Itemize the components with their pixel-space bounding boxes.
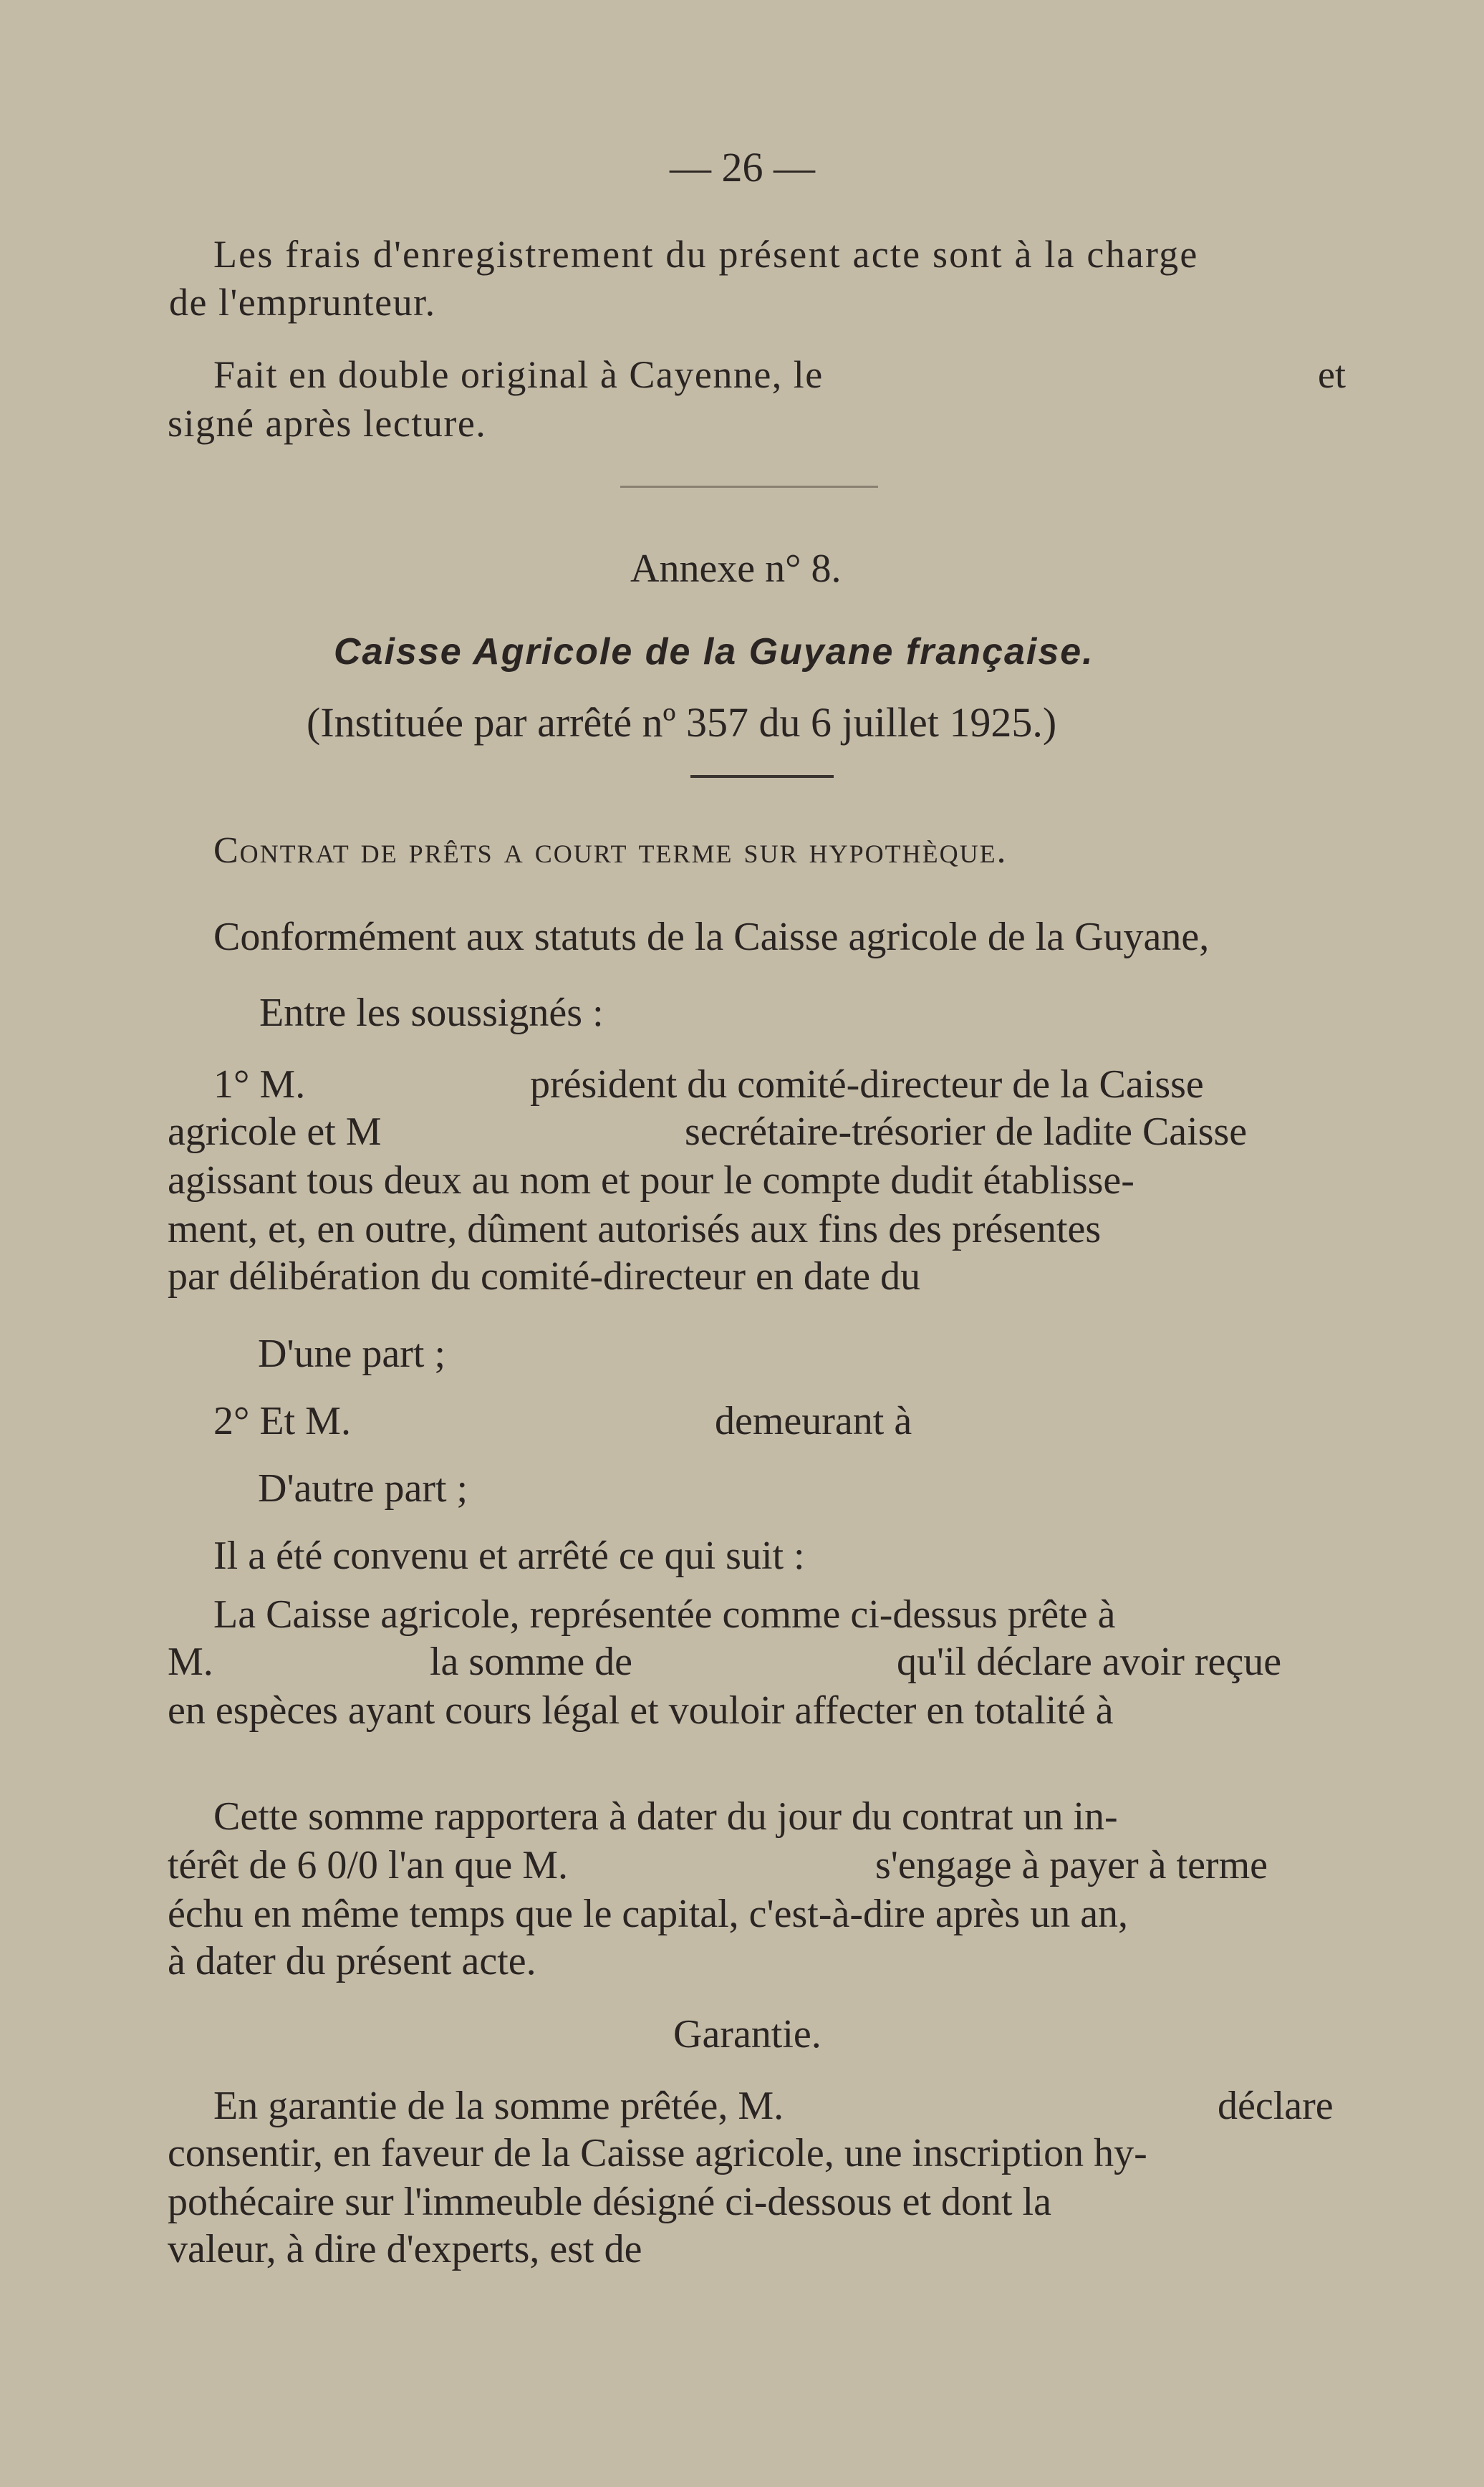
second-party-end: D'autre part ; (258, 1466, 468, 1511)
interest-line-3: échu en même temps que le capital, c'est-à-dire après un an, (168, 1892, 1129, 1936)
interest-line-2-b: s'engage à payer à terme (875, 1843, 1268, 1887)
interest-line-4: à dater du présent acte. (168, 1939, 536, 1983)
guarantee-line-3: pothécaire sur l'immeuble désigné ci-dessous et dont la (168, 2180, 1051, 2224)
title-rule (690, 775, 834, 778)
party-1-line-2-left: agricole et M (168, 1110, 382, 1154)
guarantee-heading: Garantie. (673, 2012, 822, 2057)
first-party-end: D'une part ; (258, 1332, 446, 1376)
guarantee-line-2: consentir, en faveur de la Caisse agricole, une inscription hy- (168, 2131, 1147, 2175)
party-1-line-2-right: secrétaire-trésorier de ladite Caisse (685, 1110, 1248, 1154)
separator-dashed (620, 486, 878, 488)
loan-line-2-c: qu'il déclare avoir reçue (897, 1640, 1282, 1684)
party-2-label: 2° Et M. (213, 1399, 351, 1443)
guarantee-line-1-a: En garantie de la somme prêtée, M. (213, 2084, 784, 2128)
loan-line-3: en espèces ayant cours légal et vouloir affecter en totalité à (168, 1688, 1114, 1733)
interest-line-2-a: térêt de 6 0/0 l'an que M. (168, 1843, 569, 1887)
contract-title: Contrat de prêts a court terme sur hypothèque. (213, 830, 1008, 871)
loan-line-1: La Caisse agricole, représentée comme ci-dessus prête à (213, 1592, 1116, 1637)
closing-line-4: signé après lecture. (168, 402, 487, 445)
loan-line-2-a: M. (168, 1640, 213, 1684)
agreement-intro: Il a été convenu et arrêté ce qui suit : (213, 1534, 805, 1578)
party-1-line-5: par délibération du comité-directeur en date du (168, 1254, 921, 1299)
guarantee-line-1-b: déclare (1218, 2084, 1334, 2128)
closing-line-3-right: et (1318, 353, 1346, 396)
party-2-residence: demeurant à (715, 1399, 912, 1443)
party-1-line-4: ment, et, en outre, dûment autorisés aux fins des présentes (168, 1207, 1102, 1251)
organization-title: Caisse Agricole de la Guyane française. (334, 631, 1094, 673)
closing-line-3-left: Fait en double original à Cayenne, le (213, 353, 824, 396)
party-1-role: président du comité-directeur de la Caisse (530, 1062, 1204, 1107)
annex-label: Annexe n° 8. (630, 547, 842, 591)
closing-line-2: de l'emprunteur. (169, 281, 436, 324)
loan-line-2-b: la somme de (430, 1640, 633, 1684)
paragraph-2: Entre les soussignés : (259, 991, 604, 1035)
party-1-label: 1° M. (213, 1062, 306, 1107)
page-number: — 26 — (670, 144, 815, 191)
closing-line-1: Les frais d'enregistrement du présent acte sont à la charge (213, 233, 1199, 276)
paragraph-1: Conformément aux statuts de la Caisse agricole de la Guyane, (213, 915, 1210, 959)
guarantee-line-4: valeur, à dire d'experts, est de (168, 2227, 642, 2271)
interest-line-1: Cette somme rapportera à dater du jour du contrat un in- (213, 1794, 1118, 1839)
institution-decree: (Instituée par arrêté nº 357 du 6 juillet 1925.) (307, 699, 1057, 746)
party-1-line-3: agissant tous deux au nom et pour le compte dudit établisse- (168, 1158, 1134, 1203)
